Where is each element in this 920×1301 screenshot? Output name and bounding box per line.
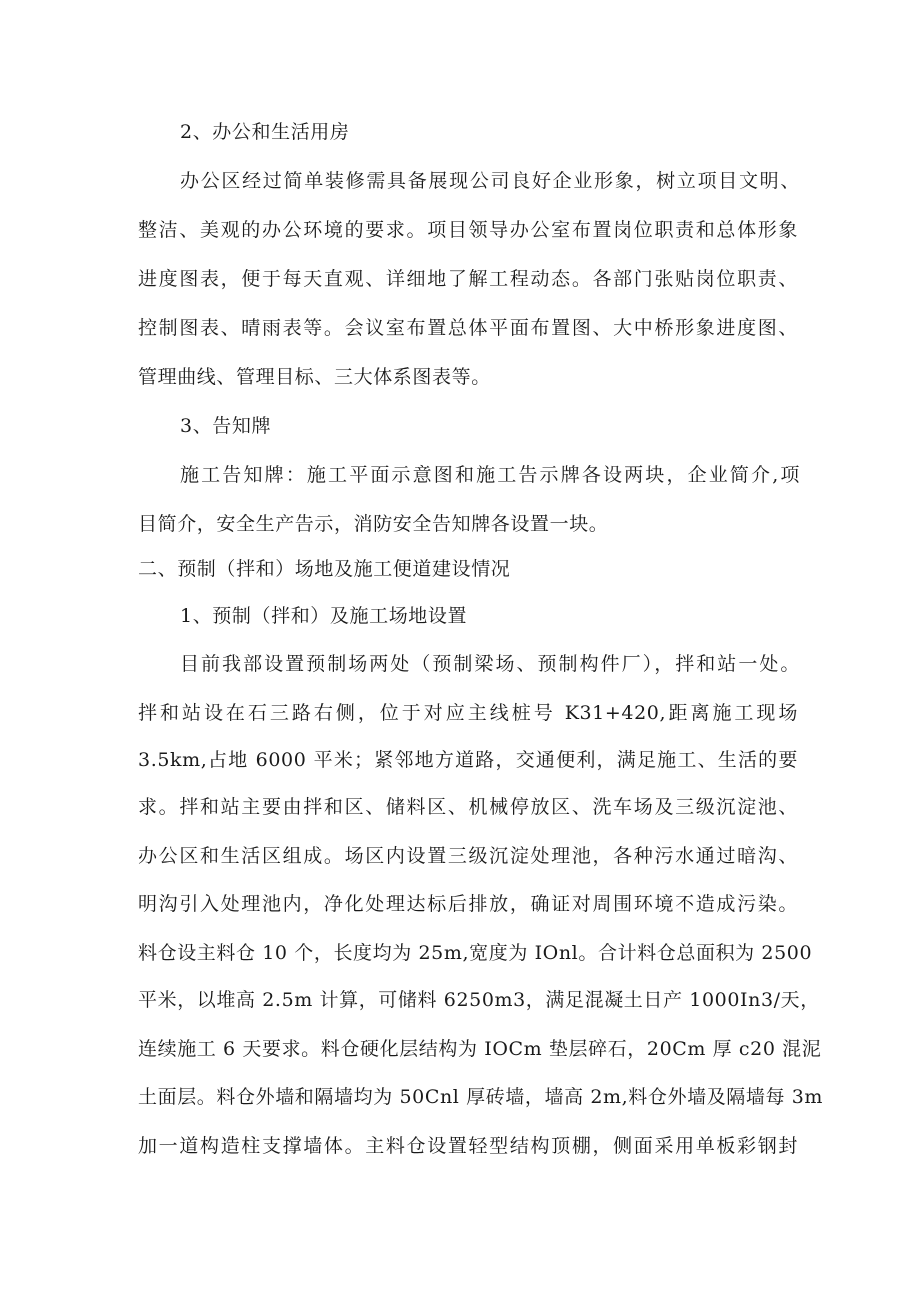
paragraph-line: 平米，以堆高 2.5m 计算，可储料 6250m3，满足混凝土日产 1000In3/天，	[138, 989, 820, 1011]
paragraph-line: 进度图表，便于每天直观、详细地了解工程动态。各部门张贴岗位职责、	[138, 268, 798, 290]
paragraph-line: 加一道构造柱支撑墙体。主料仓设置轻型结构顶棚，侧面采用单板彩钢封	[138, 1135, 798, 1157]
paragraph-line: 管理曲线、管理目标、三大体系图表等。	[138, 366, 491, 388]
paragraph-line: 连续施工 6 天要求。料仓硬化层结构为 IOCm 垫层碎石，20Cm 厚 c20 混泥	[138, 1038, 822, 1060]
paragraph-line: 目前我部设置预制场两处（预制梁场、预制构件厂），拌和站一处。	[180, 653, 800, 675]
paragraph-line: 办公区经过简单装修需具备展现公司良好企业形象，树立项目文明、	[180, 170, 800, 192]
paragraph-line: 料仓设主料仓 10 个，长度均为 25m,宽度为 IOnl。合计料仓总面积为 2500	[138, 942, 813, 964]
paragraph-line: 施工告知牌：施工平面示意图和施工告示牌各设两块，企业简介,项	[180, 464, 800, 486]
paragraph-line: 拌和站设在石三路右侧，位于对应主线桩号 K31+420,距离施工现场	[138, 702, 798, 724]
paragraph-line: 整洁、美观的办公环境的要求。项目领导办公室布置岗位职责和总体形象	[138, 219, 798, 241]
section-heading-office-housing: 2、办公和生活用房	[180, 121, 350, 143]
paragraph-line: 办公区和生活区组成。场区内设置三级沉淀处理池，各种污水通过暗沟、	[138, 845, 798, 867]
paragraph-line: 土面层。料仓外墙和隔墙均为 50Cnl 厚砖墙，墙高 2m,料仓外墙及隔墙每 3m	[138, 1086, 824, 1108]
section-heading-site-setup: 1、预制（拌和）及施工场地设置	[180, 605, 468, 627]
paragraph-line: 控制图表、晴雨表等。会议室布置总体平面布置图、大中桥形象进度图、	[138, 317, 798, 339]
paragraph-line: 求。拌和站主要由拌和区、储料区、机械停放区、洗车场及三级沉淀池、	[138, 796, 798, 818]
chapter-heading-prefab-site: 二、预制（拌和）场地及施工便道建设情况	[138, 558, 511, 580]
paragraph-line: 目简介，安全生产告示，消防安全告知牌各设置一块。	[138, 513, 609, 535]
paragraph-line: 3.5km,占地 6000 平米；紧邻地方道路，交通便利，满足施工、生活的要	[138, 749, 798, 771]
section-heading-notice-board: 3、告知牌	[180, 415, 272, 437]
paragraph-line: 明沟引入处理池内，净化处理达标后排放，确证对周围环境不造成污染。	[138, 893, 798, 915]
